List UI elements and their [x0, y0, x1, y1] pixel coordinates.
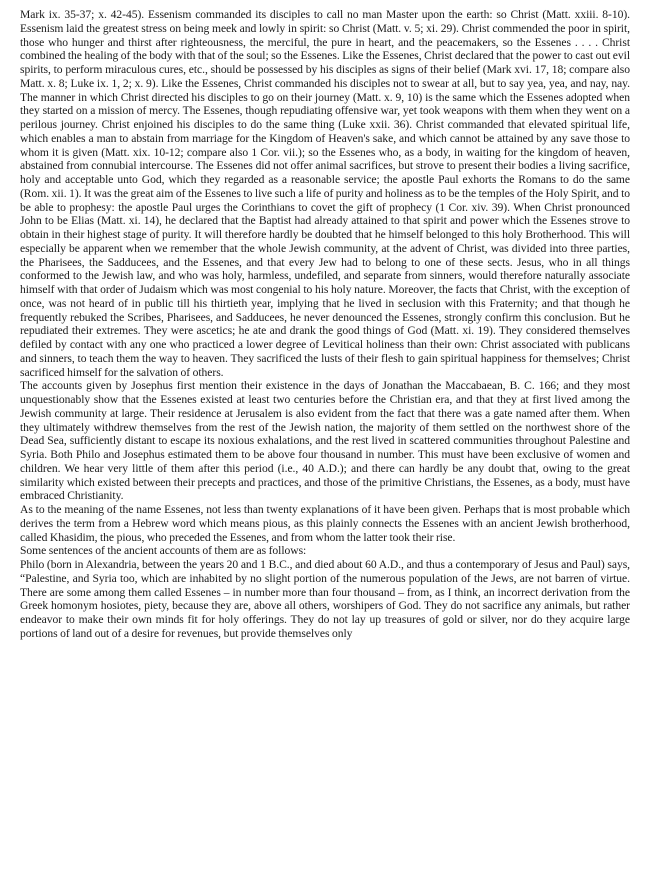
- paragraph-philo-quote: Philo (born in Alexandria, between the years 20 and 1 B.C., and died about 60 A.D., and thus a contemporary of Jesus and Paul) says, “Palestine, and Syria too, which are inhabited by no slight portion of the numerous population of the Jews, are not barren of virtue. There are some among them called Essenes – in number more than four thousand – from, as I think, an incorrect derivation from the Greek homonym hosiotes, piety, because they are, above all others, worshipers of God. They do not sacrifice any animals, but rather endeavor to make their own minds fit for holy offerings. They do not lay up treasures of gold or silver, nor do they acquire large portions of land out of a desire for revenues, but provide themselves only: [20, 558, 630, 640]
- paragraph-christ-and-essenes: Mark ix. 35-37; x. 42-45). Essenism commanded its disciples to call no man Master upon the earth: so Christ (Matt. xxiii. 8-10). Essenism laid the greatest stress on being meek and lowly in spirit: so Christ (Matt. v. 5; xi. 29). Christ commended the poor in spirit, those who hunger and thirst after righteousness, the merciful, the pure in heart, and the peacemakers, so the Essenes . . . . Christ combined the healing of the body with that of the soul; so the Essenes. Like the Essenes, Christ declared that the power to cast out evil spirits, to perform miraculous cures, etc., should be possessed by his disciples as signs of their belief (Mark xvi. 17, 18; compare also Matt. x. 8; Luke ix. 1, 2; x. 9). Like the Essenes, Christ commanded his disciples not to swear at all, but to say yea, yea, and nay, nay. The manner in which Christ directed his disciples to go on their journey (Matt. x. 9, 10) is the same which the Essenes adopted when they started on a mission of mercy. The Essenes, though repudiating offensive war, yet took weapons with them when they went on a perilous journey. Christ enjoined his disciples to do the same thing (Luke xxii. 36). Christ commanded that elevated spiritual life, which enables a man to abstain from marriage for the Kingdom of Heaven's sake, and which cannot be attained by any save those to whom it is given (Matt. xix. 10-12; compare also 1 Cor. vii.); so the Essenes who, as a body, in waiting for the kingdom of heaven, abstained from connubial intercourse. The Essenes did not offer animal sacrifices, but strove to present their bodies a living sacrifice, holy and acceptable unto God, which they regarded as a reasonable service; the apostle Paul exhorts the Romans to do the same (Rom. xii. 1). It was the great aim of the Essenes to live such a life of purity and holiness as to be the temples of the Holy Spirit, and to be able to prophesy: the apostle Paul urges the Corinthians to covet the gift of prophecy (1 Cor. xiv. 39). When Christ pronounced John to be Elias (Matt. xi. 14), he declared that the Baptist had already attained to that spirit and power which the Essenes strove to obtain in their highest stage of purity. It will therefore hardly be doubted that he himself belonged to this holy Brotherhood. This will especially be apparent when we remember that the whole Jewish community, at the advent of Christ, was divided into three parties, the Pharisees, the Sadducees, and the Essenes, and that every Jew had to belong to one of these sects. Jesus, who in all things conformed to the Jewish law, and who was holy, harmless, undefiled, and separate from sinners, would therefore naturally associate himself with that order of Judaism which was most congenial to his holy nature. Moreover, the facts that Christ, with the exception of once, was not heard of in public till his thirtieth year, implying that he lived in seclusion with this Fraternity; and that though he frequently rebuked the Scribes, Pharisees, and Sadducees, he never denounced the Essenes, strongly confirm this conclusion. But he repudiated their extremes. They were ascetics; he ate and drank the good things of God (Matt. xi. 19). They considered themselves defiled by contact with any one who practiced a lower degree of Levitical holiness than their own: Christ associated with publicans and sinners, to teach them the way to heaven. They sacrificed the lusts of their flesh to gain spiritual happiness for themselves; Christ sacrificed himself for the salvation of others.: [20, 8, 630, 379]
- paragraph-meaning-of-name: As to the meaning of the name Essenes, not less than twenty explanations of it have been given. Perhaps that is most probable which derives the term from a Hebrew word which means pious, as this plainly connects the Essenes with an ancient Jewish brotherhood, called Khasidim, the pious, who preceded the Essenes, and from whom the latter took their rise.: [20, 503, 630, 544]
- paragraph-josephus-accounts: The accounts given by Josephus first mention their existence in the days of Jonathan the Maccabaean, B. C. 166; and they most unquestionably show that the Essenes existed at least two centuries before the Christian era, and that they at first lived among the Jewish community at large. Their residence at Jerusalem is also evident from the fact that there was a gate named after them. When they ultimately withdrew themselves from the rest of the Jewish nation, the majority of them settled on the northwest shore of the Dead Sea, sufficiently distant to escape its noxious exhalations, and the rest lived in scattered communities throughout Palestine and Syria. Both Philo and Josephus estimated them to be above four thousand in number. This must have been exclusive of women and children. We hear very little of them after this period (i.e., 40 A.D.); and there can hardly be any doubt that, owing to the great similarity which existed between their precepts and practices, and those of the primitive Christians, the Essenes, as a body, must have embraced Christianity.: [20, 379, 630, 503]
- paragraph-ancient-accounts-intro: Some sentences of the ancient accounts of them are as follows:: [20, 544, 307, 558]
